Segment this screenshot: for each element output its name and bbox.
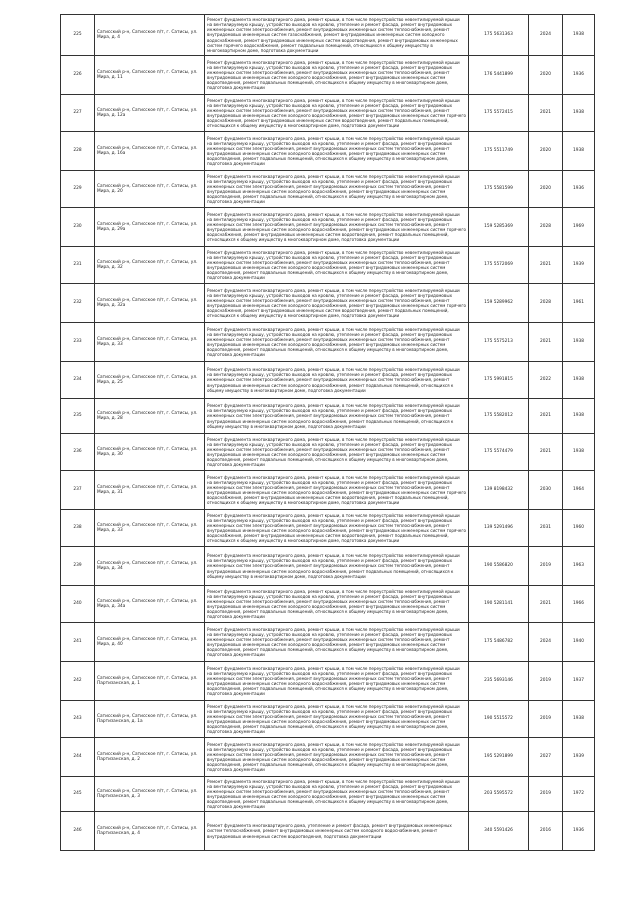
works-cell: Ремонт фундамента многоквартирного дома, ремонт крыши, в том числе переустройство невентилируемой крыши на вентилируемую крышу, устройство выходов на кровлю, утепление и ремонт фасада, ремонт внутридомовых инженерных систем электроснабжения, ремонт внутридомовых инженерных систем теплоснабжения, ремонт внутридомовых инженерных систем холодного водоснабжения, ремонт внутридомовых инженерных систем горячего водоснабжения, ремонт внутридомовых инженерных систем водоотведения, ремонт подвальных помещений, относящихся к общему имуществу в многоквартирном доме, подготовка документации xyxy=(205,510,469,547)
row-number: 225 xyxy=(61,15,95,56)
works-cell: Ремонт фундамента многоквартирного дома, ремонт крыши, в том числе переустройство невентилируемой крыши на вентилируемую крышу, устройство выходов на кровлю, утепление и ремонт фасада, ремонт внутридомовых инженерных систем электроснабжения, ремонт внутридомовых инженерных систем теплоснабжения, ремонт внутридомовых инженерных систем холодного водоснабжения, ремонт внутридомовых инженерных систем горячего водоснабжения, ремонт внутридомовых инженерных систем водоотведения, ремонт подвальных помещений, относящихся к общему имуществу в многоквартирном доме, подготовка документации xyxy=(205,95,469,132)
works-cell: Ремонт фундамента многоквартирного дома, ремонт крыши, в том числе переустройство невентилируемой крыши на вентилируемую крышу, устройство выходов на кровлю, утепление и ремонт фасада, ремонт внутридомовых инженерных систем электроснабжения, ремонт внутридомовых инженерных систем теплоснабжения, ремонт внутридомовых инженерных систем холодного водоснабжения, ремонт внутридомовых инженерных систем водоотведения, ремонт подвальных помещений, относящихся к общему имуществу в многоквартирном доме, подготовка документации xyxy=(205,738,469,777)
cost-cell: 195 5291899 xyxy=(469,738,529,777)
row-number: 245 xyxy=(61,777,95,812)
row-number: 229 xyxy=(61,171,95,208)
year-cell: 2031 xyxy=(529,510,563,547)
cost-cell: 175 5581599 xyxy=(469,171,529,208)
address-cell: Сатисский р-н, Сатисское п/т, г. Сатисы, ул. Мира, д. 30 xyxy=(95,434,205,471)
row-number: 240 xyxy=(61,586,95,623)
table-row xyxy=(61,471,595,510)
address-cell: Сатисский р-н, Сатисское п/т, г. Сатисы, ул. Мира, д. 31 xyxy=(95,471,205,510)
year-cell: 2019 xyxy=(529,701,563,738)
table-row xyxy=(61,56,595,95)
year-cell: 2030 xyxy=(529,471,563,510)
works-cell: Ремонт фундамента многоквартирного дома, ремонт крыши, в том числе переустройство невентилируемой крыши на вентилируемую крышу, устройство выходов на кровлю, утепление и ремонт фасада, ремонт внутридомовых инженерных систем электроснабжения, ремонт внутридомовых инженерных систем теплоснабжения, ремонт внутридомовых инженерных систем холодного водоснабжения, ремонт внутридомовых инженерных систем водоотведения, ремонт подвальных помещений, относящихся к общему имуществу в многоквартирном доме, подготовка документации xyxy=(205,56,469,95)
row-number: 233 xyxy=(61,323,95,362)
built-year-cell: 1938 xyxy=(563,701,595,738)
built-year-cell: 1938 xyxy=(563,362,595,399)
row-number: 232 xyxy=(61,284,95,323)
address-cell: Сатисский р-н, Сатисское п/т, г. Сатисы, ул. Мира, д. 32 xyxy=(95,247,205,284)
year-cell: 2019 xyxy=(529,662,563,701)
address-cell: Сатисский р-н, Сатисское п/т, г. Сатисы, ул. Мира, д. 34 xyxy=(95,547,205,586)
works-cell: Ремонт фундамента многоквартирного дома, ремонт крыши, в том числе переустройство невентилируемой крыши на вентилируемую крышу, устройство выходов на кровлю, утепление и ремонт фасада, ремонт внутридомовых инженерных систем электроснабжения, ремонт внутридомовых инженерных систем теплоснабжения, ремонт внутридомовых инженерных систем холодного водоснабжения, ремонт внутридомовых инженерных систем водоотведения, ремонт подвальных помещений, относящихся к общему имуществу в многоквартирном доме, подготовка документации xyxy=(205,623,469,662)
year-cell: 2019 xyxy=(529,777,563,812)
address-cell: Сатисский р-н, Сатисское п/т, г. Сатисы, ул. Мира, д. 40 xyxy=(95,623,205,662)
year-cell: 2020 xyxy=(529,132,563,171)
table-row xyxy=(61,434,595,471)
year-cell: 2022 xyxy=(529,362,563,399)
year-cell: 2021 xyxy=(529,323,563,362)
address-cell: Сатисский р-н, Сатисское п/т, г. Сатисы, ул. Мира, д. 34а xyxy=(95,586,205,623)
row-number: 243 xyxy=(61,701,95,738)
works-cell: Ремонт фундамента многоквартирного дома, ремонт крыши, в том числе переустройство невентилируемой крыши на вентилируемую крышу, устройство выходов на кровлю, утепление и ремонт фасада, ремонт внутридомовых инженерных систем электроснабжения, ремонт внутридомовых инженерных систем теплоснабжения, ремонт внутридомовых инженерных систем холодного водоснабжения, ремонт внутридомовых инженерных систем горячего водоснабжения, ремонт внутридомовых инженерных систем водоотведения, ремонт подвальных помещений, относящихся к общему имуществу в многоквартирном доме, подготовка документации xyxy=(205,471,469,510)
address-cell: Сатисский р-н, Сатисское п/т, г. Сатисы, ул. Партизанская, д. 2 xyxy=(95,738,205,777)
cost-cell: 159 5289962 xyxy=(469,284,529,323)
address-cell: Сатисский р-н, Сатисское п/т, г. Сатисы, ул. Мира, д. 33 xyxy=(95,510,205,547)
works-cell: Ремонт фундамента многоквартирного дома, ремонт крыши, в том числе переустройство невентилируемой крыши на вентилируемую крышу, устройство выходов на кровлю, утепление и ремонт фасада, ремонт внутридомовых инженерных систем электроснабжения, ремонт внутридомовых инженерных систем теплоснабжения, ремонт внутридомовых инженерных систем холодного водоснабжения, ремонт внутридомовых инженерных систем водоотведения, ремонт подвальных помещений, относящихся к общему имуществу в многоквартирном доме, подготовка документации xyxy=(205,171,469,208)
table-row xyxy=(61,247,595,284)
cost-cell: 175 5572069 xyxy=(469,247,529,284)
row-number: 231 xyxy=(61,247,95,284)
address-cell: Сатисский р-н, Сатисское п/т, г. Сатисы, ул. Мира, д. 20 xyxy=(95,171,205,208)
table-row xyxy=(61,623,595,662)
built-year-cell: 1938 xyxy=(563,132,595,171)
row-number: 230 xyxy=(61,208,95,247)
built-year-cell: 1963 xyxy=(563,547,595,586)
address-cell: Сатисский р-н, Сатисское п/т, г. Сатисы, ул. Партизанская, д. 4 xyxy=(95,812,205,851)
table-row xyxy=(61,547,595,586)
built-year-cell: 1936 xyxy=(563,56,595,95)
cost-cell: 175 5575213 xyxy=(469,323,529,362)
cost-cell: 175 5631363 xyxy=(469,15,529,56)
works-cell: Ремонт фундамента многоквартирного дома, ремонт крыши, в том числе переустройство невентилируемой крыши на вентилируемую крышу, устройство выходов на кровлю, утепление и ремонт фасада, ремонт внутридомовых инженерных систем электроснабжения, ремонт внутридомовых инженерных систем теплоснабжения, ремонт внутридомовых инженерных систем холодного водоснабжения, ремонт внутридомовых инженерных систем водоотведения, ремонт подвальных помещений, относящихся к общему имуществу в многоквартирном доме, подготовка документации xyxy=(205,662,469,701)
table-row xyxy=(61,738,595,777)
cost-cell: 190 5515572 xyxy=(469,701,529,738)
built-year-cell: 1936 xyxy=(563,171,595,208)
table-body xyxy=(61,15,595,851)
year-cell: 2028 xyxy=(529,208,563,247)
works-cell: Ремонт фундамента многоквартирного дома, ремонт крыши, в том числе переустройство невентилируемой крыши на вентилируемую крышу, устройство выходов на кровлю, утепление и ремонт фасада, ремонт внутридомовых инженерных систем электроснабжения, ремонт внутридомовых инженерных систем теплоснабжения, ремонт внутридомовых инженерных систем холодного водоснабжения, ремонт внутридомовых инженерных систем горячего водоснабжения, ремонт внутридомовых инженерных систем водоотведения, ремонт подвальных помещений, относящихся к общему имуществу в многоквартирном доме, подготовка документации xyxy=(205,284,469,323)
built-year-cell: 1937 xyxy=(563,662,595,701)
works-cell: Ремонт фундамента многоквартирного дома, ремонт крыши, в том числе переустройство невентилируемой крыши на вентилируемую крышу, устройство выходов на кровлю, утепление и ремонт фасада, ремонт внутридомовых инженерных систем электроснабжения, ремонт внутридомовых инженерных систем теплоснабжения, ремонт внутридомовых инженерных систем холодного водоснабжения, ремонт внутридомовых инженерных систем водоотведения, ремонт подвальных помещений, относящихся к общему имуществу в многоквартирном доме, подготовка документации xyxy=(205,247,469,284)
cost-cell: 159 5285369 xyxy=(469,208,529,247)
year-cell: 2028 xyxy=(529,284,563,323)
address-cell: Сатисский р-н, Сатисское п/т, г. Сатисы, ул. Партизанская, д. 1а xyxy=(95,701,205,738)
year-cell: 2016 xyxy=(529,812,563,851)
built-year-cell: 1966 xyxy=(563,586,595,623)
works-cell: Ремонт фундамента многоквартирного дома, ремонт крыши, в том числе переустройство невентилируемой крыши на вентилируемую крышу, устройство выходов на кровлю, утепление и ремонт фасада, ремонт внутридомовых инженерных систем электроснабжения, ремонт внутридомовых инженерных систем теплоснабжения, ремонт внутридомовых инженерных систем газоснабжения, ремонт внутридомовых инженерных систем холодного водоснабжения, ремонт внутридомовых инженерных систем водоотведения, ремонт внутридомовых инженерных систем горячего водоснабжения, ремонт подвальных помещений, относящихся к общему имуществу в многоквартирном доме, подготовка документации xyxy=(205,15,469,56)
table-row xyxy=(61,362,595,399)
address-cell: Сатисский р-н, Сатисское п/т, г. Сатисы, ул. Мира, д. 33 xyxy=(95,323,205,362)
cost-cell: 190 5281141 xyxy=(469,586,529,623)
built-year-cell: 1972 xyxy=(563,777,595,812)
year-cell: 2027 xyxy=(529,738,563,777)
built-year-cell: 1936 xyxy=(563,812,595,851)
built-year-cell: 1940 xyxy=(563,623,595,662)
built-year-cell: 1939 xyxy=(563,738,595,777)
built-year-cell: 1938 xyxy=(563,434,595,471)
works-cell: Ремонт фундамента многоквартирного дома, ремонт крыши, в том числе переустройство невентилируемой крыши на вентилируемую крышу, устройство выходов на кровлю, утепление и ремонт фасада, ремонт внутридомовых инженерных систем электроснабжения, ремонт внутридомовых инженерных систем теплоснабжения, ремонт внутридомовых инженерных систем холодного водоснабжения, ремонт внутридомовых инженерных систем водоотведения, ремонт подвальных помещений, относящихся к общему имуществу в многоквартирном доме, подготовка документации xyxy=(205,777,469,812)
table-row xyxy=(61,510,595,547)
year-cell: 2021 xyxy=(529,586,563,623)
table-row xyxy=(61,95,595,132)
works-cell: Ремонт фундамента многоквартирного дома, ремонт крыши, в том числе переустройство невентилируемой крыши на вентилируемую крышу, устройство выходов на кровлю, утепление и ремонт фасада, ремонт внутридомовых инженерных систем электроснабжения, ремонт внутридомовых инженерных систем теплоснабжения, ремонт внутридомовых инженерных систем холодного водоснабжения, ремонт внутридомовых инженерных систем водоотведения, ремонт подвальных помещений, относящихся к общему имуществу в многоквартирном доме, подготовка документации xyxy=(205,586,469,623)
table-row xyxy=(61,208,595,247)
row-number: 237 xyxy=(61,471,95,510)
row-number: 236 xyxy=(61,434,95,471)
works-cell: Ремонт фундамента многоквартирного дома, утепление и ремонт фасада, ремонт внутридомовых инженерных систем теплоснабжения, ремонт внутридомовых инженерных систем холодного водоснабжения, ремонт внутридомовых инженерных систем водоотведения, подготовка документации xyxy=(205,812,469,851)
year-cell: 2024 xyxy=(529,623,563,662)
row-number: 234 xyxy=(61,362,95,399)
works-cell: Ремонт фундамента многоквартирного дома, ремонт крыши, в том числе переустройство невентилируемой крыши на вентилируемую крышу, устройство выходов на кровлю, утепление и ремонт фасада, ремонт внутридомовых инженерных систем электроснабжения, ремонт внутридомовых инженерных систем теплоснабжения, ремонт внутридомовых инженерных систем холодного водоснабжения, ремонт внутридомовых инженерных систем горячего водоснабжения, ремонт внутридомовых инженерных систем водоотведения, ремонт подвальных помещений, относящихся к общему имуществу в многоквартирном доме, подготовка документации xyxy=(205,208,469,247)
cost-cell: 340 5591426 xyxy=(469,812,529,851)
cost-cell: 139 5291496 xyxy=(469,510,529,547)
table-row xyxy=(61,171,595,208)
address-cell: Сатисский р-н, Сатисское п/т, г. Сатисы, ул. Партизанская, д. 1 xyxy=(95,662,205,701)
table-row xyxy=(61,132,595,171)
built-year-cell: 1964 xyxy=(563,471,595,510)
address-cell: Сатисский р-н, Сатисское п/т, г. Сатисы, ул. Партизанская, д. 3 xyxy=(95,777,205,812)
address-cell: Сатисский р-н, Сатисское п/т, г. Сатисы, ул. Мира, д. 11 xyxy=(95,56,205,95)
table-row xyxy=(61,284,595,323)
built-year-cell: 1969 xyxy=(563,208,595,247)
table-row xyxy=(61,586,595,623)
works-cell: Ремонт фундамента многоквартирного дома, ремонт крыши, в том числе переустройство невентилируемой крыши на вентилируемую крышу, устройство выходов на кровлю, утепление и ремонт фасада, ремонт внутридомовых инженерных систем электроснабжения, ремонт внутридомовых инженерных систем теплоснабжения, ремонт внутридомовых инженерных систем холодного водоснабжения, ремонт внутридомовых инженерных систем водоотведения, ремонт подвальных помещений, относящихся к общему имуществу в многоквартирном доме, подготовка документации xyxy=(205,434,469,471)
table-row xyxy=(61,812,595,851)
year-cell: 2024 xyxy=(529,15,563,56)
built-year-cell: 1938 xyxy=(563,323,595,362)
built-year-cell: 1938 xyxy=(563,399,595,434)
row-number: 235 xyxy=(61,399,95,434)
table-row xyxy=(61,15,595,56)
works-cell: Ремонт фундамента многоквартирного дома, ремонт крыши, в том числе переустройство невентилируемой крыши на вентилируемую крышу, устройство выходов на кровлю, утепление и ремонт фасада, ремонт внутридомовых инженерных систем электроснабжения, ремонт внутридомовых инженерных систем теплоснабжения, ремонт внутридомовых инженерных систем холодного водоснабжения, ремонт внутридомовых инженерных систем водоотведения, ремонт подвальных помещений, относящихся к общему имуществу в многоквартирном доме, подготовка документации xyxy=(205,323,469,362)
table-row xyxy=(61,399,595,434)
cost-cell: 175 5582012 xyxy=(469,399,529,434)
table-row xyxy=(61,777,595,812)
built-year-cell: 1938 xyxy=(563,15,595,56)
cost-cell: 175 5572415 xyxy=(469,95,529,132)
cost-cell: 175 5991815 xyxy=(469,362,529,399)
works-cell: Ремонт фундамента многоквартирного дома, ремонт крыши, в том числе переустройство невентилируемой крыши на вентилируемую крышу, устройство выходов на кровлю, утепление и ремонт фасада, ремонт внутридомовых инженерных систем электроснабжения, ремонт внутридомовых инженерных систем теплоснабжения, ремонт внутридомовых инженерных систем холодного водоснабжения, ремонт внутридомовых инженерных систем водоотведения, ремонт подвальных помещений, относящихся к общему имуществу в многоквартирном доме, подготовка документации xyxy=(205,132,469,171)
works-cell: Ремонт фундамента многоквартирного дома, ремонт крыши, в том числе переустройство невентилируемой крыши на вентилируемую крышу, устройство выходов на кровлю, утепление и ремонт фасада, ремонт внутридомовых инженерных систем электроснабжения, ремонт внутридомовых инженерных систем теплоснабжения, ремонт внутридомовых инженерных систем холодного водоснабжения, ремонт подвальных помещений, относящихся к общему имуществу в многоквартирном доме, подготовка документации xyxy=(205,547,469,586)
year-cell: 2021 xyxy=(529,247,563,284)
built-year-cell: 1939 xyxy=(563,247,595,284)
year-cell: 2021 xyxy=(529,434,563,471)
built-year-cell: 1961 xyxy=(563,284,595,323)
address-cell: Сатисский р-н, Сатисское п/т, г. Сатисы, ул. Мира, д. 25 xyxy=(95,362,205,399)
address-cell: Сатисский р-н, Сатисское п/т, г. Сатисы, ул. Мира, д. 29а xyxy=(95,208,205,247)
year-cell: 2021 xyxy=(529,95,563,132)
cost-cell: 175 5486782 xyxy=(469,623,529,662)
row-number: 241 xyxy=(61,623,95,662)
cost-cell: 176 5441899 xyxy=(469,56,529,95)
cost-cell: 175 5574479 xyxy=(469,434,529,471)
table-row xyxy=(61,323,595,362)
year-cell: 2020 xyxy=(529,56,563,95)
row-number: 238 xyxy=(61,510,95,547)
address-cell: Сатисский р-н, Сатисское п/т, г. Сатисы, ул. Мира, д. 4 xyxy=(95,15,205,56)
cost-cell: 139 8198432 xyxy=(469,471,529,510)
row-number: 227 xyxy=(61,95,95,132)
cost-cell: 190 5586820 xyxy=(469,547,529,586)
row-number: 239 xyxy=(61,547,95,586)
row-number: 228 xyxy=(61,132,95,171)
address-cell: Сатисский р-н, Сатисское п/т, г. Сатисы, ул. Мира, д. 16а xyxy=(95,132,205,171)
row-number: 242 xyxy=(61,662,95,701)
year-cell: 2021 xyxy=(529,399,563,434)
row-number: 244 xyxy=(61,738,95,777)
works-cell: Ремонт фундамента многоквартирного дома, ремонт крыши, в том числе переустройство невентилируемой крыши на вентилируемую крышу, устройство выходов на кровлю, утепление и ремонт фасада, ремонт внутридомовых инженерных систем электроснабжения, ремонт внутридомовых инженерных систем теплоснабжения, ремонт внутридомовых инженерных систем холодного водоснабжения, ремонт внутридомовых инженерных систем водоотведения, ремонт подвальных помещений, относящихся к общему имуществу в многоквартирном доме, подготовка документации xyxy=(205,701,469,738)
cost-cell: 235 5693146 xyxy=(469,662,529,701)
address-cell: Сатисский р-н, Сатисское п/т, г. Сатисы, ул. Мира, д. 28 xyxy=(95,399,205,434)
address-cell: Сатисский р-н, Сатисское п/т, г. Сатисы, ул. Мира, д. 12а xyxy=(95,95,205,132)
address-cell: Сатисский р-н, Сатисское п/т, г. Сатисы, ул. Мира, д. 32а xyxy=(95,284,205,323)
row-number: 226 xyxy=(61,56,95,95)
works-cell: Ремонт фундамента многоквартирного дома, ремонт крыши, в том числе переустройство невентилируемой крыши на вентилируемую крышу, устройство выходов на кровлю, утепление и ремонт фасада, ремонт внутридомовых инженерных систем электроснабжения, ремонт внутридомовых инженерных систем теплоснабжения, ремонт внутридомовых инженерных систем холодного водоснабжения, ремонт подвальных помещений, относящихся к общему имуществу в многоквартирном доме, подготовка документации xyxy=(205,399,469,434)
year-cell: 2020 xyxy=(529,171,563,208)
cost-cell: 203 5595572 xyxy=(469,777,529,812)
cost-cell: 175 5511749 xyxy=(469,132,529,171)
capital-repair-table xyxy=(60,14,595,851)
table-row xyxy=(61,701,595,738)
table-row xyxy=(61,662,595,701)
built-year-cell: 1960 xyxy=(563,510,595,547)
works-cell: Ремонт фундамента многоквартирного дома, ремонт крыши, в том числе переустройство невентилируемой крыши на вентилируемую крышу, устройство выходов на кровлю, утепление и ремонт фасада, ремонт внутридомовых инженерных систем электроснабжения, ремонт внутридомовых инженерных систем теплоснабжения, ремонт внутридомовых инженерных систем холодного водоснабжения, ремонт подвальных помещений, относящихся к общему имуществу в многоквартирном доме, подготовка документации xyxy=(205,362,469,399)
year-cell: 2019 xyxy=(529,547,563,586)
built-year-cell: 1938 xyxy=(563,95,595,132)
row-number: 246 xyxy=(61,812,95,851)
